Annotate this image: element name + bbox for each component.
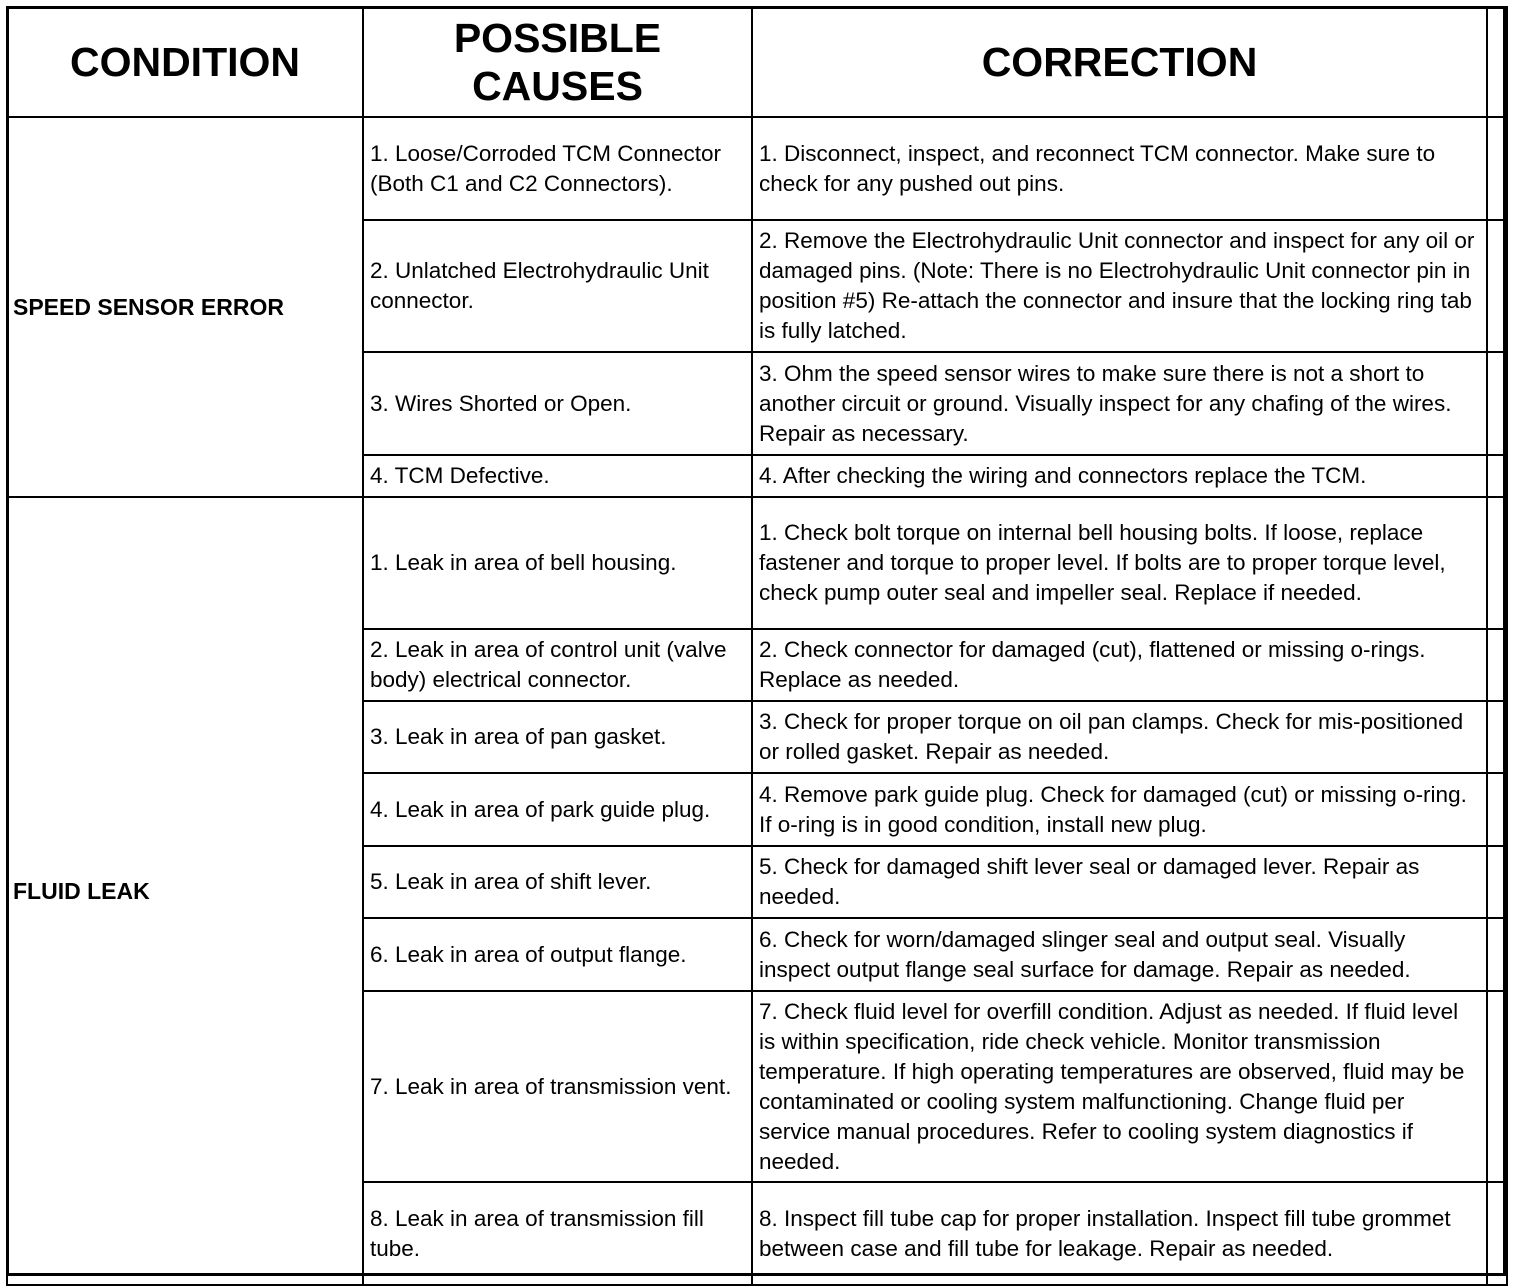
cause-cell: 4. Leak in area of park guide plug.: [363, 773, 752, 846]
cause-cell: 3. Leak in area of pan gasket.: [363, 701, 752, 773]
correction-cell: 1. Check bolt torque on internal bell housing bolts. If loose, replace fastener and torque to proper level. If bolts are to proper torque level, check pump outer seal and impeller seal. Replace if needed.: [752, 497, 1487, 629]
condition-speed-sensor-error: SPEED SENSOR ERROR: [7, 117, 363, 497]
cause-cell: 3. Wires Shorted or Open.: [363, 352, 752, 455]
cause-cell: 6. Leak in area of output flange.: [363, 918, 752, 991]
cause-cell: 1. Loose/Corroded TCM Connector (Both C1 and C2 Connectors).: [363, 117, 752, 220]
cause-cell: 1. Leak in area of bell housing.: [363, 497, 752, 629]
correction-cell: 8. Inspect fill tube cap for proper installation. Inspect fill tube grommet between case and fill tube for leakage. Repair as needed.: [752, 1182, 1487, 1285]
header-condition: CONDITION: [7, 7, 363, 117]
header-correction: CORRECTION: [752, 7, 1487, 117]
correction-cell: 4. After checking the wiring and connectors replace the TCM.: [752, 455, 1487, 497]
correction-cell: 1. Disconnect, inspect, and reconnect TCM connector. Make sure to check for any pushed out pins.: [752, 117, 1487, 220]
correction-cell: 3. Check for proper torque on oil pan clamps. Check for mis-positioned or rolled gasket. Repair as needed.: [752, 701, 1487, 773]
correction-cell: 4. Remove park guide plug. Check for damaged (cut) or missing o-ring. If o-ring is in good condition, install new plug.: [752, 773, 1487, 846]
header-possible-causes: POSSIBLE CAUSES: [363, 7, 752, 117]
correction-cell: 7. Check fluid level for overfill condition. Adjust as needed. If fluid level is within specification, ride check vehicle. Monitor transmission temperature. If high operating temperatures are observed, fluid may be contaminated or cooling system malfunctioning. Change fluid per service manual procedures. Refer to cooling system diagnostics if needed.: [752, 991, 1487, 1182]
correction-cell: 3. Ohm the speed sensor wires to make sure there is not a short to another circuit or ground. Visually inspect for any chafing of the wires. Repair as necessary.: [752, 352, 1487, 455]
cause-cell: 5. Leak in area of shift lever.: [363, 846, 752, 918]
cause-cell: 7. Leak in area of transmission vent.: [363, 991, 752, 1182]
cause-cell: 2. Unlatched Electrohydraulic Unit connector.: [363, 220, 752, 352]
condition-fluid-leak: FLUID LEAK: [7, 497, 363, 1285]
cause-cell: 2. Leak in area of control unit (valve body) electrical connector.: [363, 629, 752, 701]
correction-cell: 2. Check connector for damaged (cut), flattened or missing o-rings. Replace as needed.: [752, 629, 1487, 701]
correction-cell: 5. Check for damaged shift lever seal or damaged lever. Repair as needed.: [752, 846, 1487, 918]
cause-cell: 4. TCM Defective.: [363, 455, 752, 497]
cause-cell: 8. Leak in area of transmission fill tube.: [363, 1182, 752, 1285]
correction-cell: 2. Remove the Electrohydraulic Unit connector and inspect for any oil or damaged pins. (Note: There is no Electrohydraulic Unit connector pin in position #5) Re-attach the connector and insure that the locking ring tab is fully latched.: [752, 220, 1487, 352]
outer-border: [6, 6, 1506, 1276]
correction-cell: 6. Check for worn/damaged slinger seal and output seal. Visually inspect output flange seal surface for damage. Repair as needed.: [752, 918, 1487, 991]
